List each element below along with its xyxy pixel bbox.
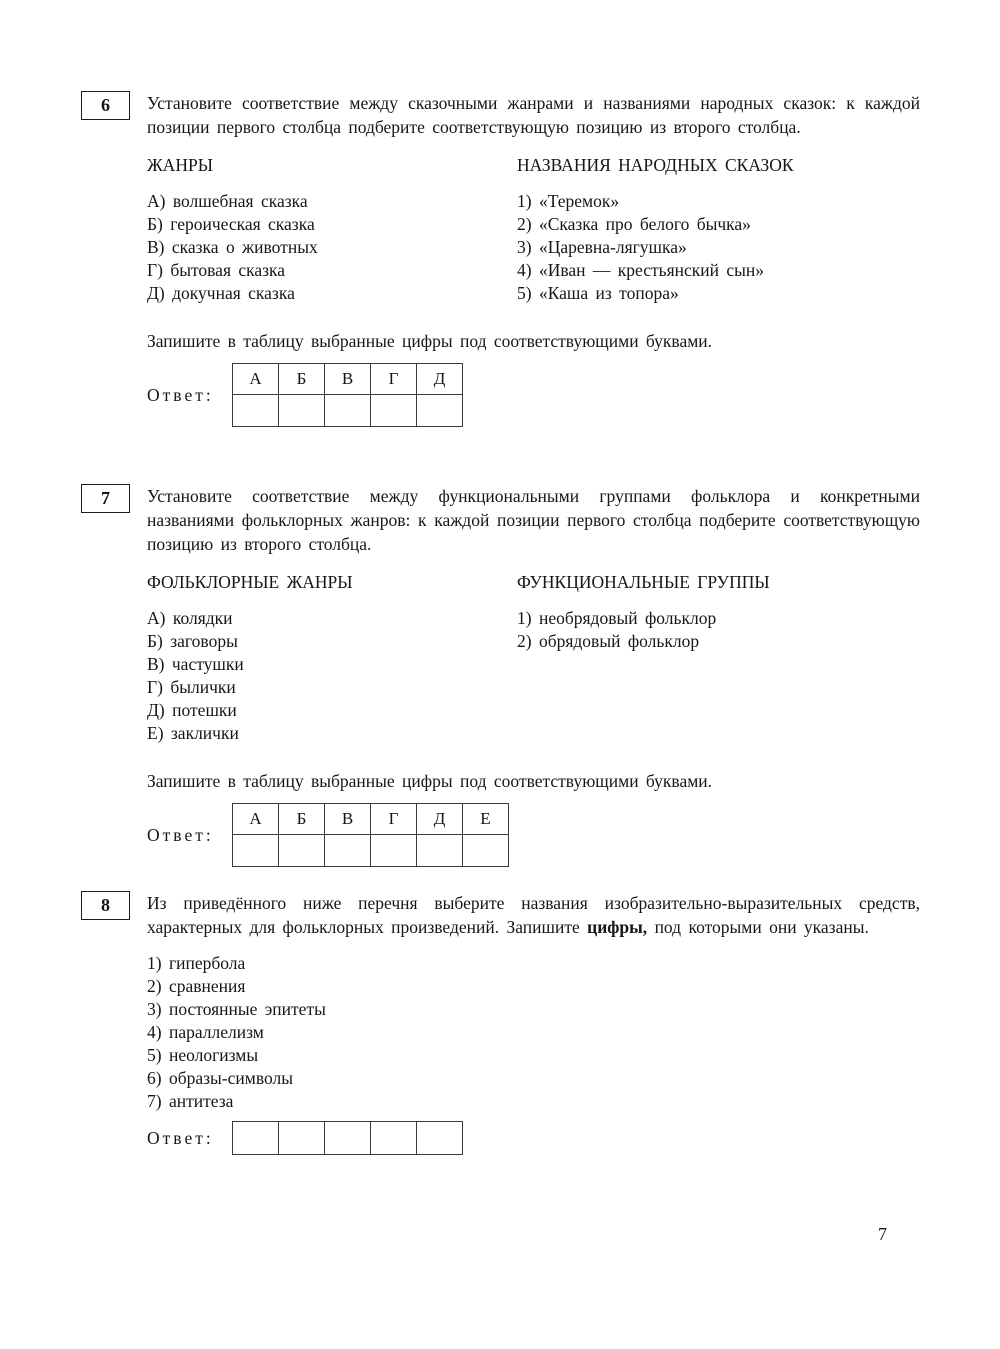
list-item: 1) «Теремок» <box>517 191 620 211</box>
question-8 <box>101 891 920 1155</box>
question-6-right-column <box>517 153 920 305</box>
question-6 <box>101 91 920 427</box>
answer-cell <box>371 395 417 427</box>
list-item: Д) докучная сказка <box>147 283 295 303</box>
question-7-answer-table <box>232 803 509 867</box>
list-item: 3) постоянные эпитеты <box>147 999 326 1019</box>
question-8-answer-table <box>232 1121 463 1155</box>
answer-table-letter: Д <box>417 364 463 395</box>
answer-cell <box>233 395 279 427</box>
list-item: 3) «Царевна-лягушка» <box>517 237 687 257</box>
list-item: 6) образы-символы <box>147 1068 293 1088</box>
list-item: 1) гипербола <box>147 953 246 973</box>
answer-label: Ответ: <box>147 824 214 845</box>
question-7 <box>101 484 920 867</box>
question-8-options-list <box>147 952 920 1113</box>
right-column-header: НАЗВАНИЯ НАРОДНЫХ СКАЗОК <box>517 155 794 175</box>
list-item: 5) неологизмы <box>147 1045 259 1065</box>
list-item: В) сказка о животных <box>147 237 318 257</box>
intro-text: Из приведённого ниже перечня выберите названия изобразительно-выразительных средств, характерных для фольклорных произведений. Запишите <box>147 893 920 937</box>
answer-cell <box>325 835 371 867</box>
instruction-note: Запишите в таблицу выбранные цифры под соответствующими буквами. <box>147 771 713 791</box>
answer-cell <box>233 1122 279 1155</box>
list-item: 4) «Иван — крестьянский сын» <box>517 260 765 280</box>
question-7-left-column <box>147 570 517 745</box>
question-6-answer-area <box>147 363 920 427</box>
instruction-note: Запишите в таблицу выбранные цифры под соответствующими буквами. <box>147 331 713 351</box>
question-8-intro <box>147 891 920 939</box>
answer-cell <box>279 835 325 867</box>
answer-table-letter: Б <box>279 804 325 835</box>
answer-cell <box>417 395 463 427</box>
intro-text: под которыми они указаны. <box>647 917 869 937</box>
answer-table-letter: В <box>325 804 371 835</box>
answer-table-letter: Б <box>279 364 325 395</box>
list-item: Г) бытовая сказка <box>147 260 286 280</box>
list-item: А) колядки <box>147 608 233 628</box>
list-item: 2) «Сказка про белого бычка» <box>517 214 751 234</box>
list-item: 2) сравнения <box>147 976 246 996</box>
answer-table-blank-row <box>233 835 509 867</box>
answer-table-letter: Д <box>417 804 463 835</box>
answer-cell <box>463 835 509 867</box>
answer-table-letter-row <box>233 804 509 835</box>
answer-label: Ответ: <box>147 1127 214 1148</box>
answer-table-letter: Г <box>371 804 417 835</box>
answer-table-letter: Е <box>463 804 509 835</box>
answer-cell <box>417 835 463 867</box>
question-6-number-box: 6 <box>81 91 130 120</box>
left-column-header: ЖАНРЫ <box>147 155 213 175</box>
list-item: 1) необрядовый фольклор <box>517 608 717 628</box>
answer-cell <box>325 395 371 427</box>
question-7-right-column <box>517 570 920 745</box>
list-item: Б) героическая сказка <box>147 214 315 234</box>
question-6-answer-table <box>232 363 463 427</box>
answer-cell <box>371 835 417 867</box>
list-item: 2) обрядовый фольклор <box>517 631 700 651</box>
list-item: 7) антитеза <box>147 1091 234 1111</box>
answer-table-letter: В <box>325 364 371 395</box>
list-item: Д) потешки <box>147 700 237 720</box>
question-7-intro: Установите соответствие между функциональными группами фольклора и конкретными названиями фольклорных жанров: к каждой позиции первого столбца подберите соответствующую позицию из второго столбца. <box>147 486 920 554</box>
question-7-answer-area <box>147 803 920 867</box>
answer-table-letter-row <box>233 364 463 395</box>
right-column-header: ФУНКЦИОНАЛЬНЫЕ ГРУППЫ <box>517 572 770 592</box>
answer-table-blank-row <box>233 395 463 427</box>
list-item: Г) былички <box>147 677 236 697</box>
page-number: 7 <box>878 1224 887 1244</box>
left-column-header: ФОЛЬКЛОРНЫЕ ЖАНРЫ <box>147 572 353 592</box>
list-item: 5) «Каша из топора» <box>517 283 679 303</box>
question-7-number-box: 7 <box>81 484 130 513</box>
answer-cell <box>279 395 325 427</box>
answer-cell <box>325 1122 371 1155</box>
list-item: Б) заговоры <box>147 631 238 651</box>
list-item: В) частушки <box>147 654 244 674</box>
answer-table-letter: Г <box>371 364 417 395</box>
answer-table-blank-row <box>233 1122 463 1155</box>
list-item: Е) заклички <box>147 723 239 743</box>
list-item: А) волшебная сказка <box>147 191 308 211</box>
question-7-match-columns <box>147 570 920 745</box>
list-item: 4) параллелизм <box>147 1022 264 1042</box>
intro-bold-text: цифры, <box>587 917 648 937</box>
answer-label: Ответ: <box>147 384 214 405</box>
question-6-match-columns <box>147 153 920 305</box>
answer-cell <box>233 835 279 867</box>
question-8-answer-area <box>147 1121 920 1155</box>
question-8-number-box: 8 <box>81 891 130 920</box>
question-6-left-column <box>147 153 517 305</box>
answer-cell <box>371 1122 417 1155</box>
question-6-intro: Установите соответствие между сказочными жанрами и названиями народных сказок: к каждой позиции первого столбца подберите соответствующую позицию из второго столбца. <box>147 93 920 137</box>
answer-table-letter: А <box>233 804 279 835</box>
answer-cell <box>279 1122 325 1155</box>
answer-table-letter: А <box>233 364 279 395</box>
answer-cell <box>417 1122 463 1155</box>
